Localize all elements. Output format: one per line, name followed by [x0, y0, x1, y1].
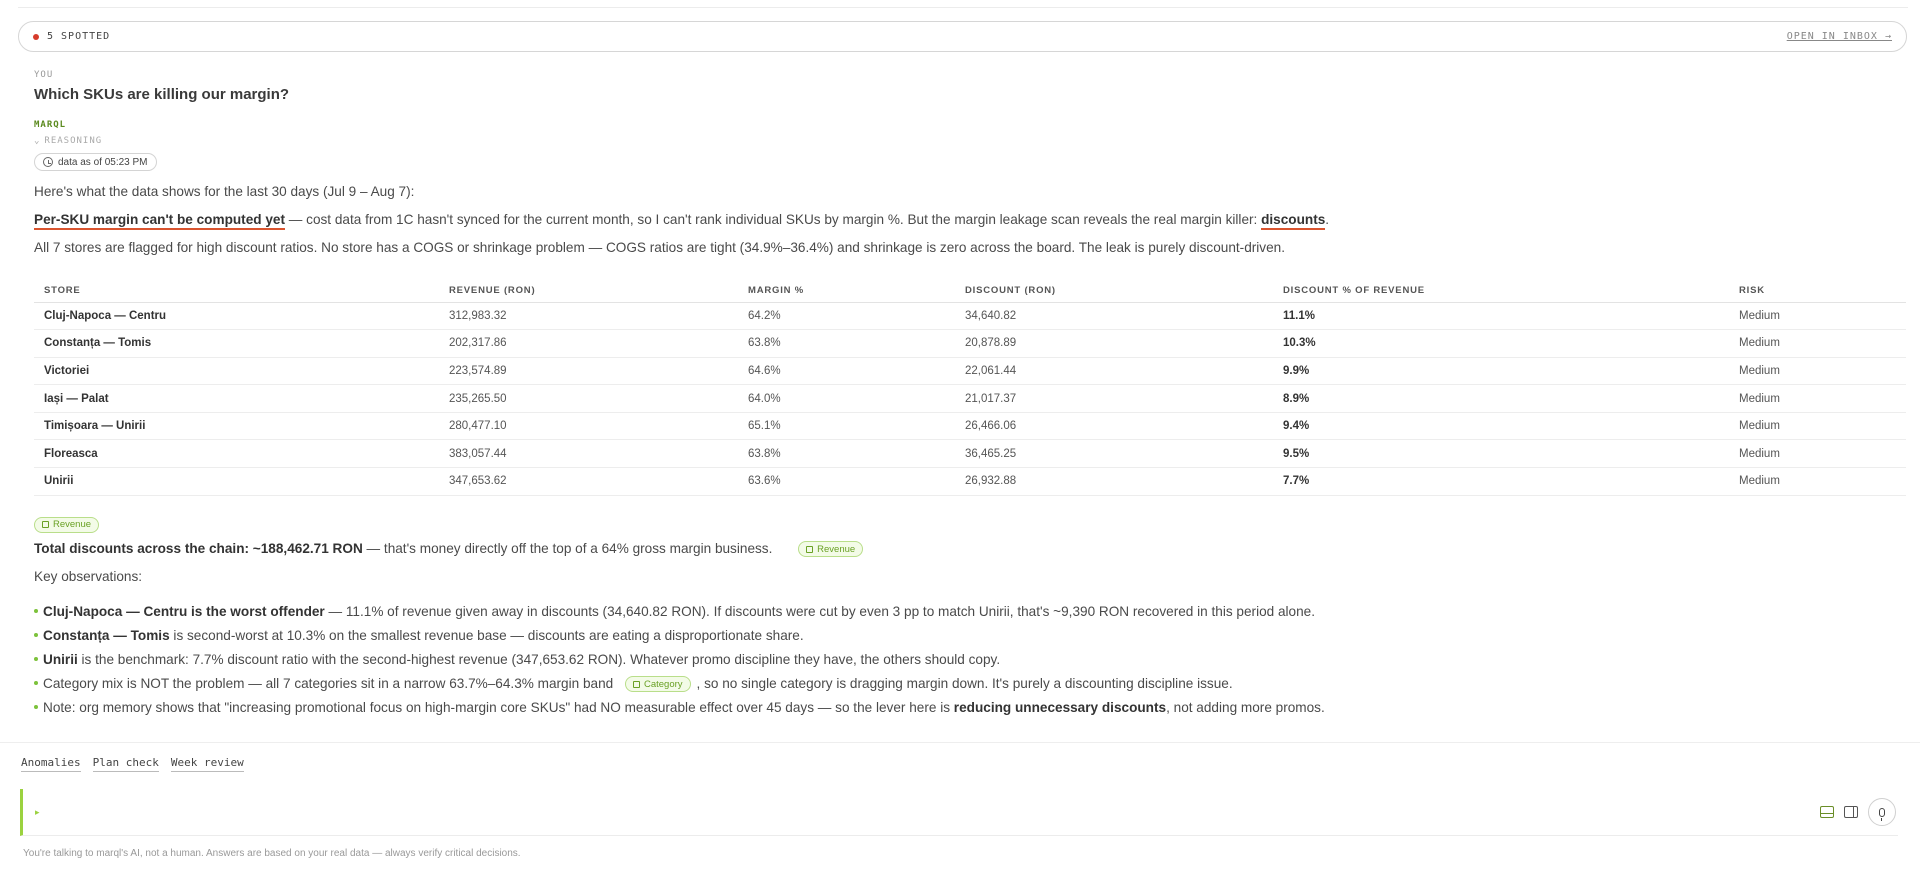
obs-text: , not adding more promos. [1166, 699, 1325, 715]
cell-revenue: 223,574.89 [439, 357, 738, 385]
cell-margin: 63.8% [738, 330, 955, 358]
obs-text: is second-worst at 10.3% on the smallest revenue base — discounts are eating a disproportionate share. [169, 627, 804, 643]
list-item [34, 650, 1906, 669]
cell-discount-pct: 11.1% [1273, 302, 1729, 330]
total-discounts-text [34, 539, 1906, 558]
composer-divider [0, 742, 1920, 743]
table-row [34, 385, 1906, 413]
list-item [34, 674, 1906, 693]
clock-icon [43, 157, 53, 167]
cell-margin: 63.8% [738, 440, 955, 468]
cell-discount: 26,932.88 [955, 468, 1273, 496]
assistant-role-label: MARQL [34, 120, 67, 130]
tag-label: Revenue [53, 519, 92, 531]
chevron-down-icon: ⌄ [34, 136, 41, 146]
table-row [34, 468, 1906, 496]
finding-paragraph [34, 210, 1906, 229]
obs-bold: reducing unnecessary discounts [953, 699, 1167, 715]
cell-risk: Medium [1729, 385, 1906, 413]
intro-text: Here's what the data shows for the last 30 days (Jul 9 – Aug 7): [34, 184, 415, 199]
chip-week-review[interactable]: Week review [171, 756, 244, 772]
user-question: Which SKUs are killing our margin? [34, 86, 290, 103]
cell-discount: 34,640.82 [955, 302, 1273, 330]
col-discount-pct: DISCOUNT % OF REVENUE [1273, 280, 1729, 302]
quick-prompt-chips [21, 756, 244, 772]
data-freshness-pill [34, 153, 157, 171]
chip-anomalies[interactable]: Anomalies [21, 756, 81, 772]
cell-margin: 64.6% [738, 357, 955, 385]
user-role-label: YOU [34, 70, 54, 80]
cell-discount-pct: 8.9% [1273, 385, 1729, 413]
revenue-source-tag[interactable] [34, 517, 99, 533]
panel-right-icon[interactable] [1844, 806, 1858, 818]
tag-label: Revenue [817, 543, 856, 555]
reasoning-label: REASONING [44, 136, 103, 146]
obs-text: , so no single category is dragging margin down. It's purely a discounting discipline issue. [696, 675, 1233, 691]
cell-revenue: 235,265.50 [439, 385, 738, 413]
obs-text: Note: org memory shows that "increasing promotional focus on high-margin core SKUs" had NO measurable effect over 45 days — so the lever here is [43, 699, 954, 715]
cell-risk: Medium [1729, 412, 1906, 440]
cell-discount-pct: 9.9% [1273, 357, 1729, 385]
cell-revenue: 312,983.32 [439, 302, 738, 330]
chat-transcript [34, 70, 1906, 738]
cell-store: Victoriei [34, 357, 439, 385]
data-as-of-text: data as of 05:23 PM [58, 156, 148, 168]
cell-discount: 20,878.89 [955, 330, 1273, 358]
obs-text: Category mix is NOT the problem — all 7 categories sit in a narrow 63.7%–64.3% margin band [43, 675, 614, 691]
finding-keyword: discounts [1261, 212, 1325, 230]
table-row [34, 357, 1906, 385]
cell-discount-pct: 9.4% [1273, 412, 1729, 440]
cell-store: Constanța — Tomis [34, 330, 439, 358]
top-divider [18, 7, 1908, 8]
flag-summary: All 7 stores are flagged for high discount ratios. No store has a COGS or shrinkage problem — COGS ratios are tight (34.9%–36.4%) and shrinkage is zero across the board. The leak is purely discount-driven. [34, 240, 1285, 255]
spotted-count: 5 SPOTTED [47, 31, 111, 42]
list-item [34, 698, 1906, 717]
cell-risk: Medium [1729, 468, 1906, 496]
list-item [34, 602, 1906, 621]
cell-risk: Medium [1729, 440, 1906, 468]
cell-revenue: 280,477.10 [439, 412, 738, 440]
cell-margin: 63.6% [738, 468, 955, 496]
cell-revenue: 383,057.44 [439, 440, 738, 468]
table-row [34, 302, 1906, 330]
cell-margin: 65.1% [738, 412, 955, 440]
table-row [34, 330, 1906, 358]
cell-discount-pct: 7.7% [1273, 468, 1729, 496]
cell-store: Unirii [34, 468, 439, 496]
key-observations-heading: Key observations: [34, 568, 143, 584]
category-icon [633, 681, 640, 688]
obs-bold: Cluj-Napoca — Centru is the worst offender [43, 603, 325, 619]
col-revenue: REVENUE (RON) [439, 280, 738, 302]
voice-input-button[interactable] [1868, 798, 1896, 826]
cell-risk: Medium [1729, 330, 1906, 358]
reasoning-toggle[interactable] [34, 136, 1906, 146]
cell-revenue: 347,653.62 [439, 468, 738, 496]
finding-end: . [1325, 212, 1330, 227]
message-composer [20, 789, 1898, 836]
cell-margin: 64.2% [738, 302, 955, 330]
total-rest: — that's money directly off the top of a 64% gross margin business. [362, 540, 773, 556]
col-store: STORE [34, 280, 439, 302]
table-header-row [34, 280, 1906, 302]
panel-bottom-icon[interactable] [1820, 806, 1834, 818]
spotted-bar[interactable] [18, 21, 1907, 52]
ai-disclaimer: You're talking to marql's AI, not a human. Answers are based on your real data — always verify critical decisions. [23, 848, 521, 859]
cell-margin: 64.0% [738, 385, 955, 413]
cell-discount: 36,465.25 [955, 440, 1273, 468]
cell-discount: 26,466.06 [955, 412, 1273, 440]
obs-text: is the benchmark: 7.7% discount ratio with the second-highest revenue (347,653.62 RON). Whatever promo discipline they have, the others should copy. [77, 651, 1001, 667]
store-discount-table [34, 280, 1906, 496]
observations-list [34, 602, 1906, 717]
cell-store: Cluj-Napoca — Centru [34, 302, 439, 330]
chip-plan-check[interactable]: Plan check [93, 756, 159, 772]
table-row [34, 412, 1906, 440]
col-discount: DISCOUNT (RON) [955, 280, 1273, 302]
mic-icon [1879, 808, 1885, 817]
database-icon [806, 546, 813, 553]
cell-revenue: 202,317.86 [439, 330, 738, 358]
obs-text: — 11.1% of revenue given away in discounts (34,640.82 RON). If discounts were cut by even 3 pp to match Unirii, that's ~9,390 RON recovered in this period alone. [324, 603, 1316, 619]
list-item [34, 626, 1906, 645]
cell-discount: 22,061.44 [955, 357, 1273, 385]
cell-discount: 21,017.37 [955, 385, 1273, 413]
finding-lead: Per-SKU margin can't be computed yet [34, 212, 285, 230]
open-in-inbox-link[interactable]: OPEN IN INBOX → [1786, 31, 1892, 42]
cell-discount-pct: 9.5% [1273, 440, 1729, 468]
database-icon [42, 521, 49, 528]
obs-bold: Unirii [43, 651, 78, 667]
cell-discount-pct: 10.3% [1273, 330, 1729, 358]
prompt-caret-icon: ▸ [35, 806, 40, 817]
cell-store: Floreasca [34, 440, 439, 468]
cell-risk: Medium [1729, 357, 1906, 385]
total-lead: Total discounts across the chain: ~188,462.71 RON [34, 540, 363, 556]
revenue-source-tag[interactable] [798, 541, 863, 557]
cell-risk: Medium [1729, 302, 1906, 330]
tag-label: Category [643, 678, 683, 690]
col-margin: MARGIN % [738, 280, 955, 302]
status-dot-icon [33, 34, 39, 40]
cell-store: Iași — Palat [34, 385, 439, 413]
col-risk: RISK [1729, 280, 1906, 302]
obs-bold: Constanța — Tomis [43, 627, 170, 643]
category-source-tag[interactable] [625, 676, 691, 692]
finding-middle: — cost data from 1C hasn't synced for the current month, so I can't rank individual SKUs by margin %. But the margin leakage scan reveals the real margin killer: [285, 212, 1262, 227]
message-input[interactable] [46, 805, 1810, 820]
table-row [34, 440, 1906, 468]
cell-store: Timișoara — Unirii [34, 412, 439, 440]
